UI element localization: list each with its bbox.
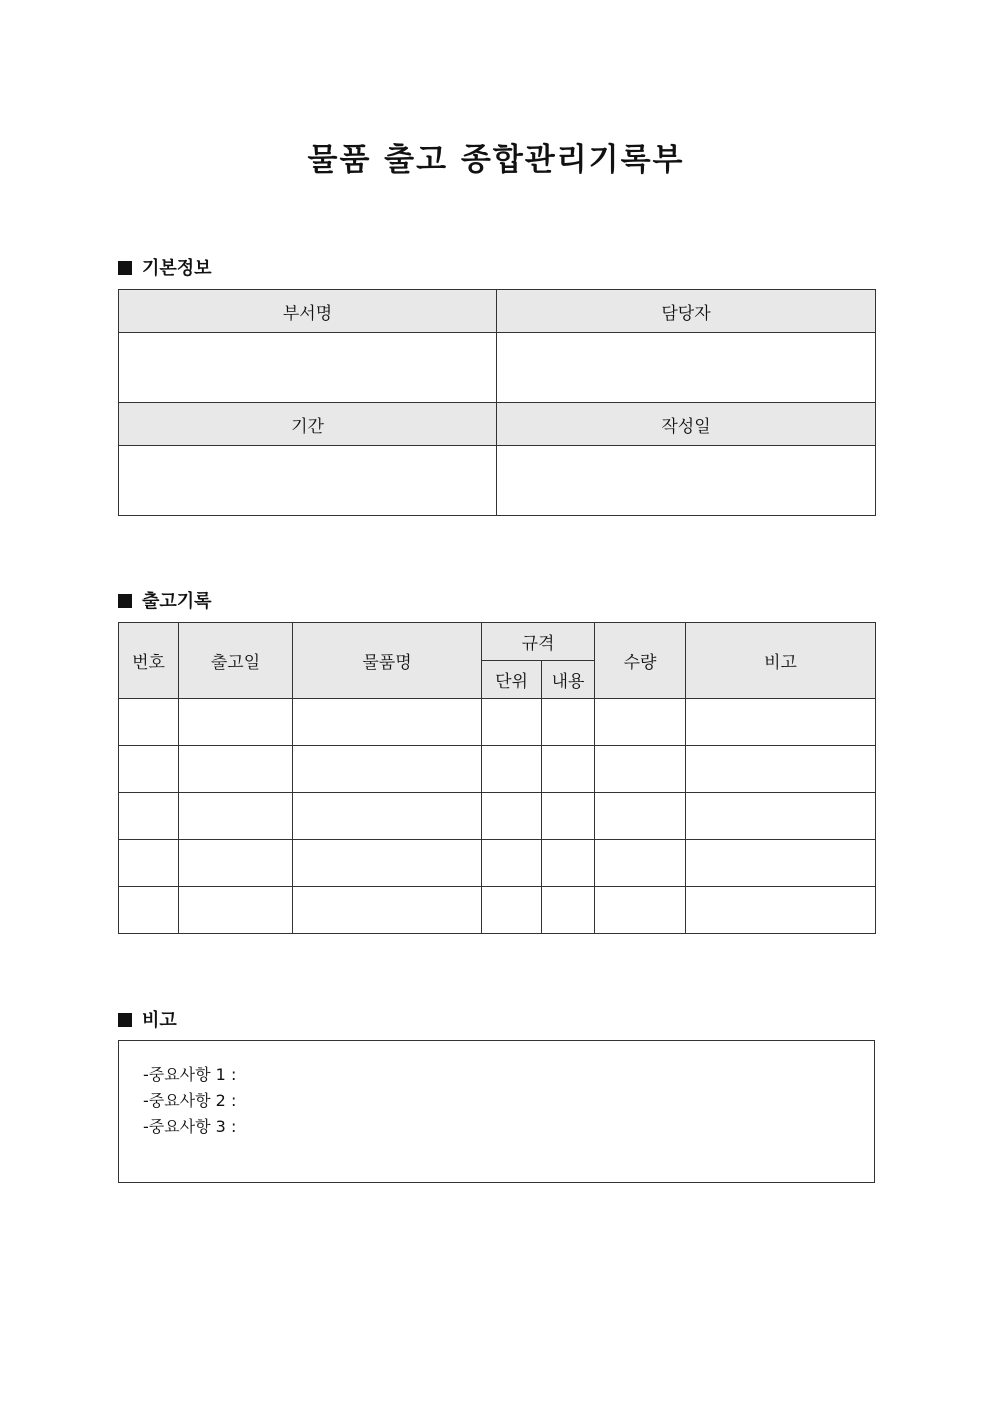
square-bullet-icon xyxy=(118,261,132,275)
cell-note[interactable] xyxy=(686,699,876,746)
col-header-spec-content: 내용 xyxy=(542,661,595,699)
manager-field[interactable] xyxy=(497,333,876,403)
table-row xyxy=(119,840,876,887)
table-header-row xyxy=(119,403,876,446)
cell-content[interactable] xyxy=(542,793,595,840)
cell-content[interactable] xyxy=(542,699,595,746)
cell-unit[interactable] xyxy=(482,793,542,840)
table-header-row xyxy=(119,290,876,333)
cell-item[interactable] xyxy=(293,840,482,887)
table-row xyxy=(119,887,876,934)
remarks-line: -중요사항 3 : xyxy=(143,1117,237,1136)
period-field[interactable] xyxy=(119,446,497,516)
col-header-no: 번호 xyxy=(119,623,179,699)
cell-item[interactable] xyxy=(293,746,482,793)
out-records-table xyxy=(118,622,876,934)
cell-note[interactable] xyxy=(686,840,876,887)
date-label: 작성일 xyxy=(497,403,876,446)
date-field[interactable] xyxy=(497,446,876,516)
cell-note[interactable] xyxy=(686,746,876,793)
cell-no[interactable] xyxy=(119,793,179,840)
cell-qty[interactable] xyxy=(595,793,686,840)
section-heading-basic-info xyxy=(118,254,212,280)
table-row xyxy=(119,333,876,403)
table-row xyxy=(119,746,876,793)
cell-date[interactable] xyxy=(179,887,293,934)
cell-date[interactable] xyxy=(179,746,293,793)
table-row xyxy=(119,793,876,840)
col-header-date: 출고일 xyxy=(179,623,293,699)
cell-no[interactable] xyxy=(119,746,179,793)
cell-item[interactable] xyxy=(293,887,482,934)
cell-qty[interactable] xyxy=(595,746,686,793)
table-row xyxy=(119,446,876,516)
section-heading-remarks xyxy=(118,1006,177,1032)
remarks-line: -중요사항 2 : xyxy=(143,1091,237,1110)
cell-qty[interactable] xyxy=(595,887,686,934)
dept-label: 부서명 xyxy=(119,290,497,333)
cell-qty[interactable] xyxy=(595,840,686,887)
table-header-row xyxy=(119,623,876,661)
remarks-box[interactable] xyxy=(118,1040,875,1183)
cell-date[interactable] xyxy=(179,840,293,887)
cell-unit[interactable] xyxy=(482,746,542,793)
manager-label: 담당자 xyxy=(497,290,876,333)
col-header-spec: 규격 xyxy=(482,623,595,661)
cell-item[interactable] xyxy=(293,793,482,840)
cell-content[interactable] xyxy=(542,887,595,934)
cell-note[interactable] xyxy=(686,887,876,934)
square-bullet-icon xyxy=(118,594,132,608)
cell-date[interactable] xyxy=(179,699,293,746)
section-heading-label: 출고기록 xyxy=(142,591,212,612)
page-title: 물품 출고 종합관리기록부 xyxy=(307,142,685,178)
period-label: 기간 xyxy=(119,403,497,446)
col-header-qty: 수량 xyxy=(595,623,686,699)
section-heading-label: 기본정보 xyxy=(142,258,212,279)
table-row xyxy=(119,699,876,746)
cell-date[interactable] xyxy=(179,793,293,840)
col-header-spec-unit: 단위 xyxy=(482,661,542,699)
cell-unit[interactable] xyxy=(482,887,542,934)
cell-unit[interactable] xyxy=(482,699,542,746)
col-header-item: 물품명 xyxy=(293,623,482,699)
cell-no[interactable] xyxy=(119,840,179,887)
cell-no[interactable] xyxy=(119,699,179,746)
dept-field[interactable] xyxy=(119,333,497,403)
cell-unit[interactable] xyxy=(482,840,542,887)
cell-content[interactable] xyxy=(542,746,595,793)
cell-note[interactable] xyxy=(686,793,876,840)
cell-qty[interactable] xyxy=(595,699,686,746)
col-header-note: 비고 xyxy=(686,623,876,699)
remarks-line: -중요사항 1 : xyxy=(143,1065,237,1084)
cell-content[interactable] xyxy=(542,840,595,887)
section-heading-label: 비고 xyxy=(142,1010,177,1031)
section-heading-records xyxy=(118,587,212,613)
cell-item[interactable] xyxy=(293,699,482,746)
basic-info-table xyxy=(118,289,876,516)
cell-no[interactable] xyxy=(119,887,179,934)
square-bullet-icon xyxy=(118,1013,132,1027)
